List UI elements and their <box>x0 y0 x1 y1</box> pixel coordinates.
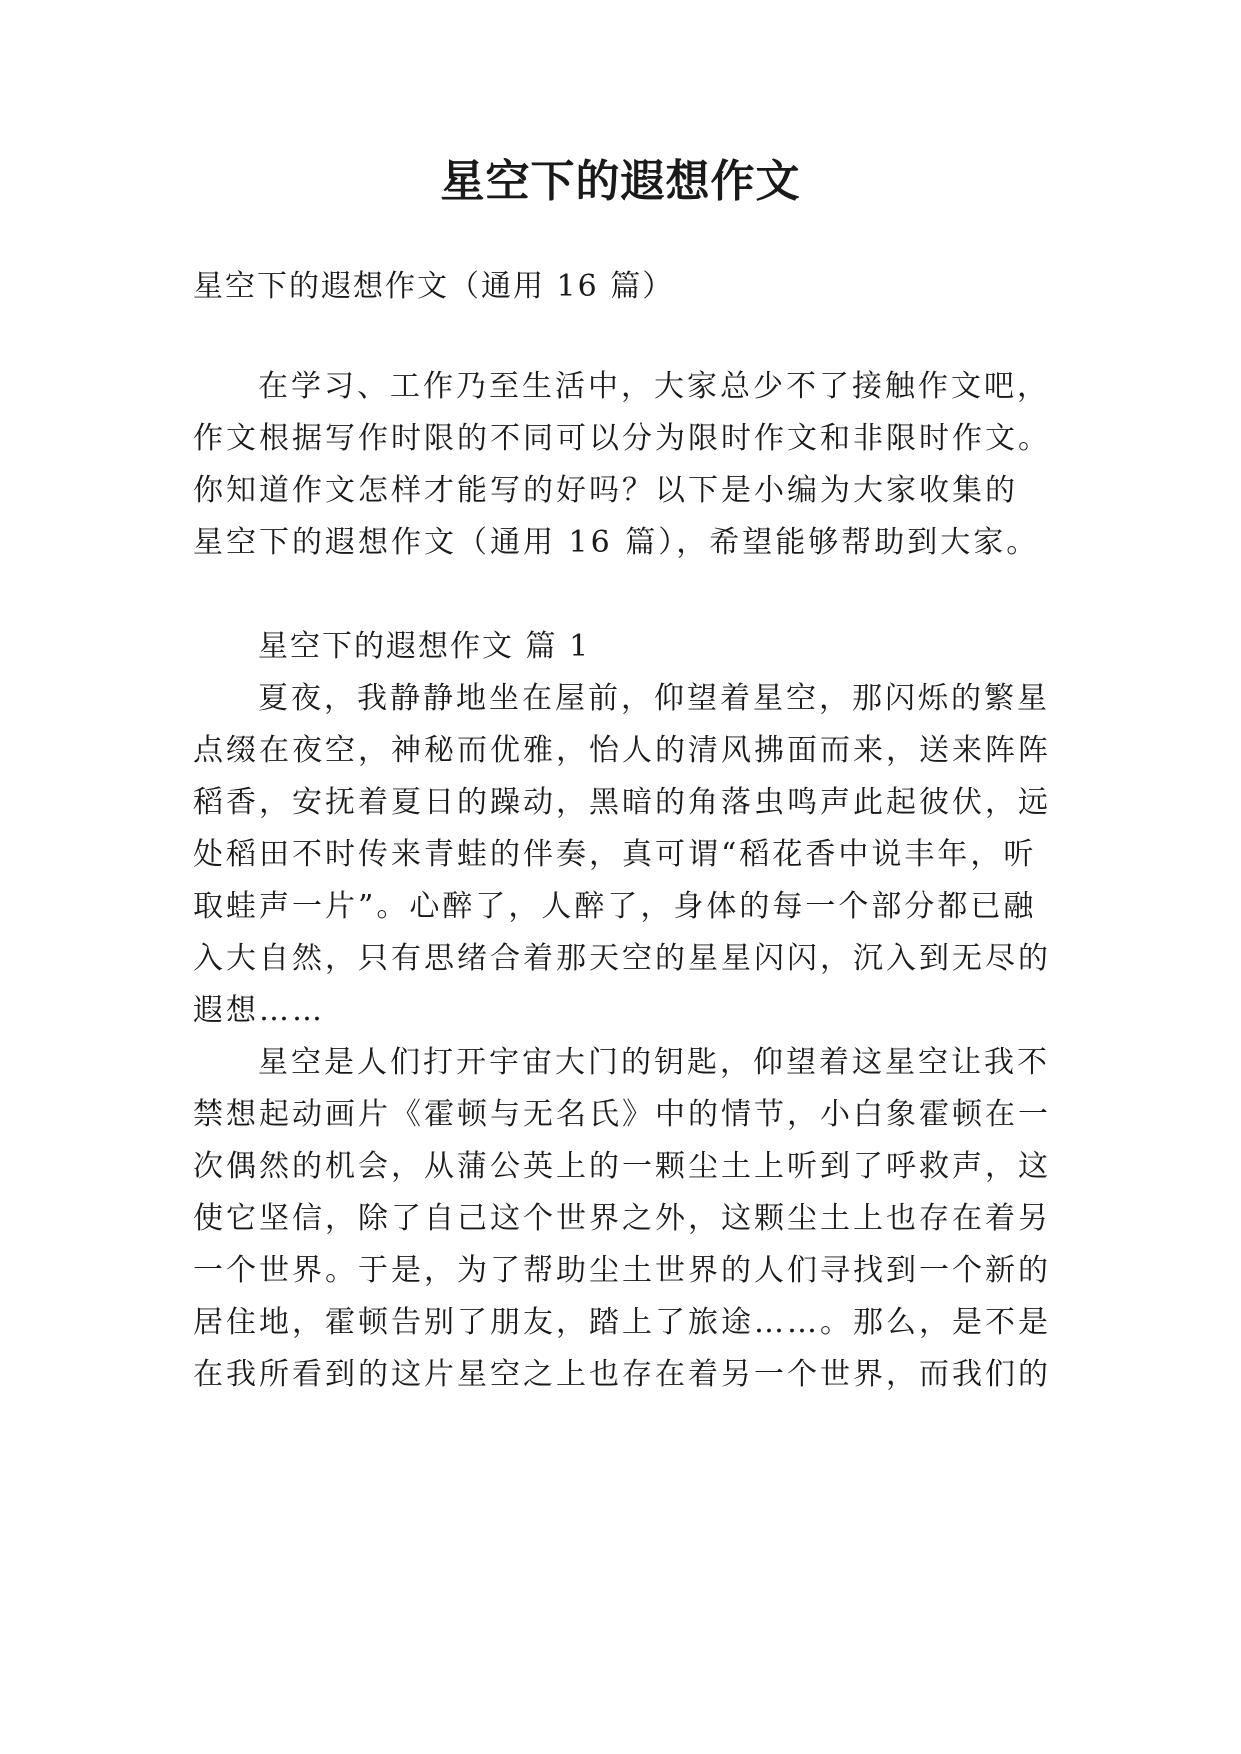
document-title: 星空下的遐想作文 <box>440 156 801 207</box>
paragraph1-line-5: 取蛙声一片”。心醉了，人醉了，身体的每一个部分都已融 <box>193 889 1037 924</box>
paragraph2-line-4: 使它坚信，除了自己这个世界之外，这颗尘土上也存在着另 <box>193 1201 1051 1236</box>
document-subtitle: 星空下的遐想作文（通用 16 篇） <box>193 269 675 304</box>
intro-line-1: 在学习、工作乃至生活中，大家总少不了接触作文吧， <box>258 369 1050 404</box>
paragraph2-line-7: 在我所看到的这片星空之上也存在着另一个世界，而我们的 <box>193 1357 1051 1392</box>
intro-line-4: 星空下的遐想作文（通用 16 篇），希望能够帮助到大家。 <box>193 525 1040 560</box>
paragraph1-line-1: 夏夜，我静静地坐在屋前，仰望着星空，那闪烁的繁星 <box>258 681 1050 716</box>
intro-line-3: 你知道作文怎样才能写的好吗？以下是小编为大家收集的 <box>193 473 1018 508</box>
paragraph2-line-3: 次偶然的机会，从蒲公英上的一颗尘土上听到了呼救声，这 <box>193 1149 1051 1184</box>
paragraph2-line-6: 居住地，霍顿告别了朋友，踏上了旅途……。那么，是不是 <box>193 1305 1051 1340</box>
paragraph1-line-7: 遐想…… <box>193 993 325 1028</box>
paragraph2-line-5: 一个世界。于是，为了帮助尘土世界的人们寻找到一个新的 <box>193 1253 1051 1288</box>
intro-line-2: 作文根据写作时限的不同可以分为限时作文和非限时作文。 <box>193 421 1051 456</box>
section-heading: 星空下的遐想作文 篇 1 <box>258 629 591 664</box>
paragraph2-line-2: 禁想起动画片《霍顿与无名氏》中的情节，小白象霍顿在一 <box>193 1097 1051 1132</box>
paragraph1-line-6: 入大自然，只有思绪合着那天空的星星闪闪，沉入到无尽的 <box>193 941 1051 976</box>
paragraph1-line-4: 处稻田不时传来青蛙的伴奏，真可谓“稻花香中说丰年，听 <box>193 837 1037 872</box>
paragraph1-line-2: 点缀在夜空，神秘而优雅，怡人的清风拂面而来，送来阵阵 <box>193 733 1051 768</box>
paragraph1-line-3: 稻香，安抚着夏日的躁动，黑暗的角落虫鸣声此起彼伏，远 <box>193 785 1051 820</box>
paragraph2-line-1: 星空是人们打开宇宙大门的钥匙，仰望着这星空让我不 <box>258 1045 1050 1080</box>
